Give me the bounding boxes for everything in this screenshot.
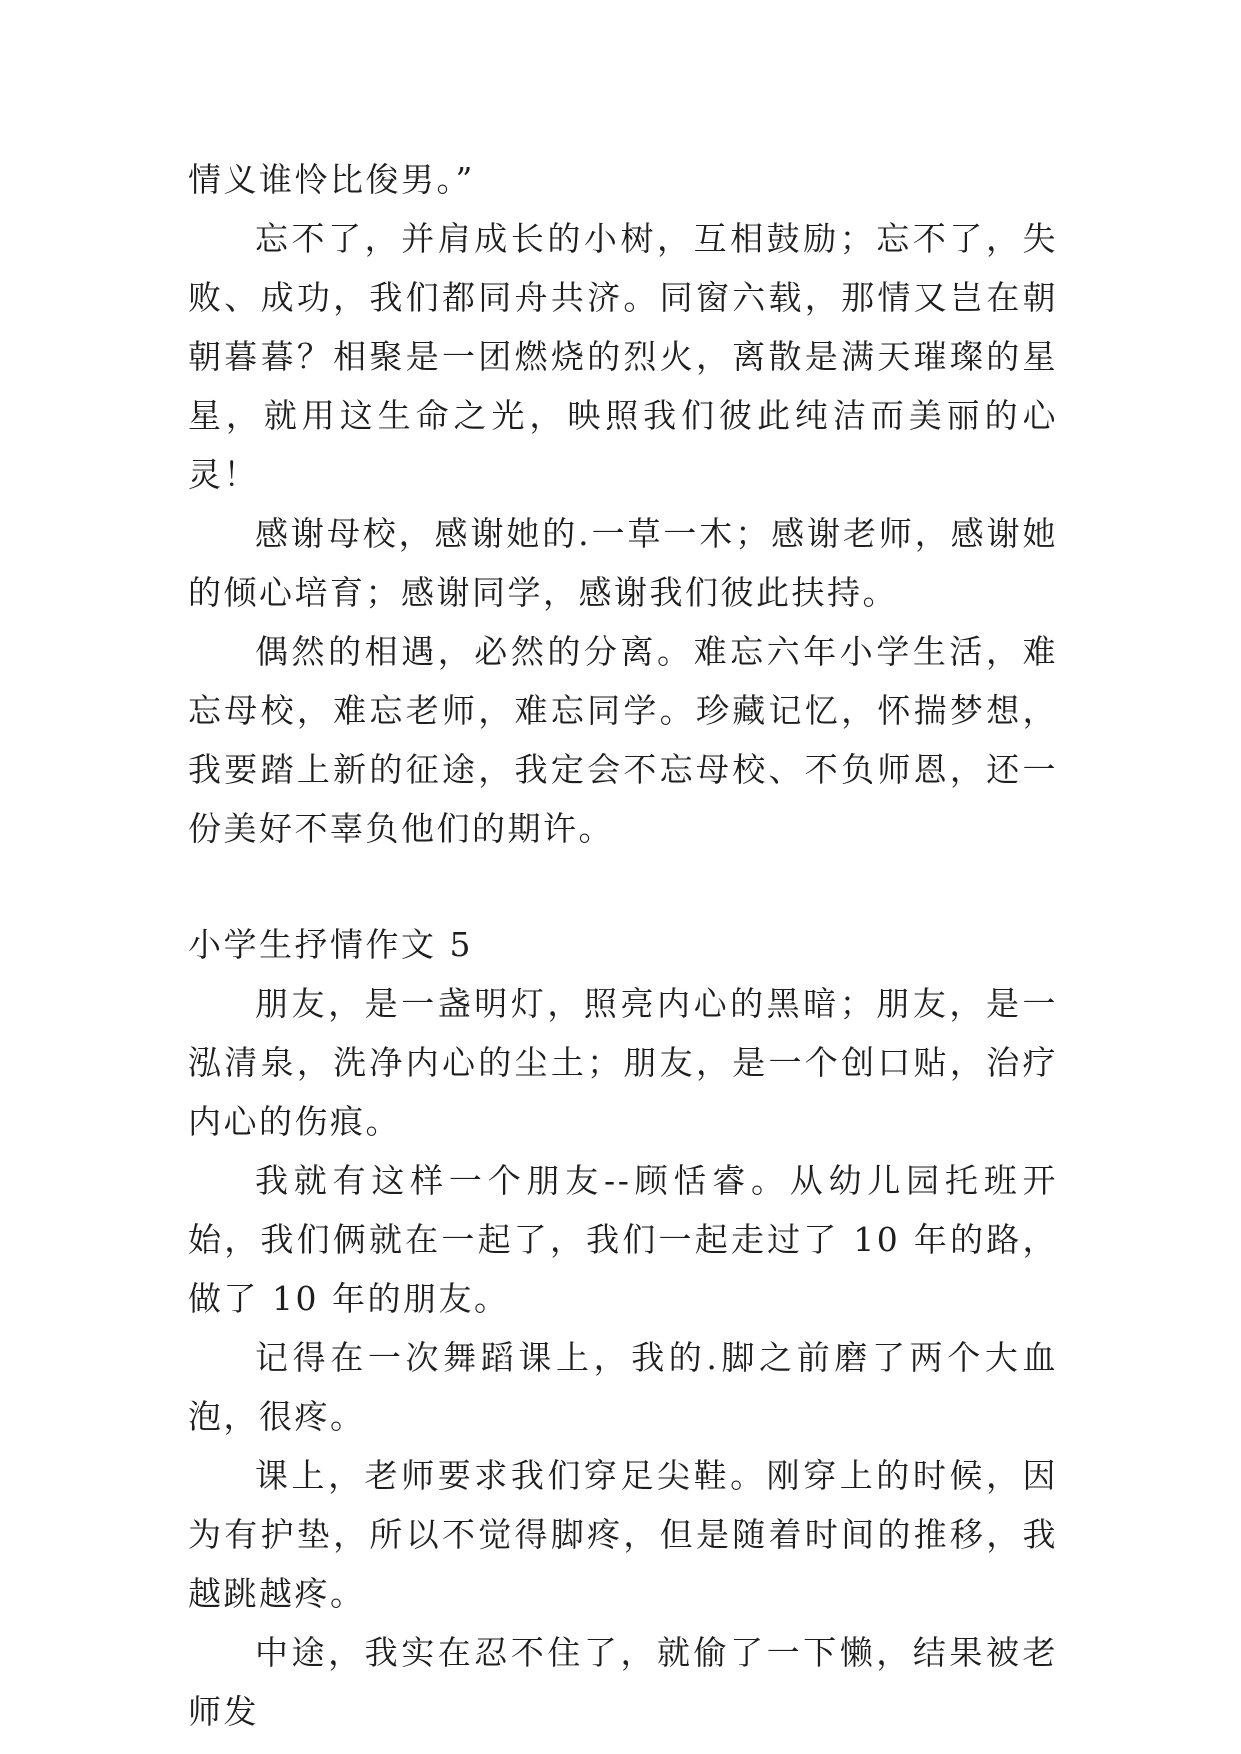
paragraph-6: 记得在一次舞蹈课上，我的.脚之前磨了两个大血泡，很疼。 [188,1338,1058,1436]
paragraph-5: 我就有这样一个朋友--顾恬睿。从幼儿园托班开始，我们俩就在一起了，我们一起走过了 10 年的路，做了 10 年的朋友。 [188,1161,1058,1318]
paragraph-4: 朋友，是一盏明灯，照亮内心的黑暗；朋友，是一泓清泉，洗净内心的尘土；朋友，是一个创口贴，治疗内心的伤痕。 [188,984,1058,1141]
document-page [188,150,1058,1741]
paragraph-2: 感谢母校，感谢她的.一草一木；感谢老师，感谢她的倾心培育；感谢同学，感谢我们彼此扶持。 [188,514,1058,612]
paragraph-3: 偶然的相遇，必然的分离。难忘六年小学生活，难忘母校，难忘老师，难忘同学。珍藏记忆，怀揣梦想，我要踏上新的征途，我定会不忘母校、不负师恩，还一份美好不辜负他们的期许。 [188,632,1058,848]
section-heading: 小学生抒情作文 5 [188,925,473,964]
paragraph-8: 中途，我实在忍不住了，就偷了一下懒，结果被老师发 [188,1633,1058,1731]
paragraph-7: 课上，老师要求我们穿足尖鞋。刚穿上的时候，因为有护垫，所以不觉得脚疼，但是随着时间的推移，我越跳越疼。 [188,1456,1058,1613]
paragraph-0: 情义谁怜比俊男。” [188,160,475,199]
paragraph-1: 忘不了，并肩成长的小树，互相鼓励；忘不了，失败、成功，我们都同舟共济。同窗六载，那情又岂在朝朝暮暮？相聚是一团燃烧的烈火，离散是满天璀璨的星星，就用这生命之光，映照我们彼此纯洁而美丽的心灵！ [188,219,1058,494]
